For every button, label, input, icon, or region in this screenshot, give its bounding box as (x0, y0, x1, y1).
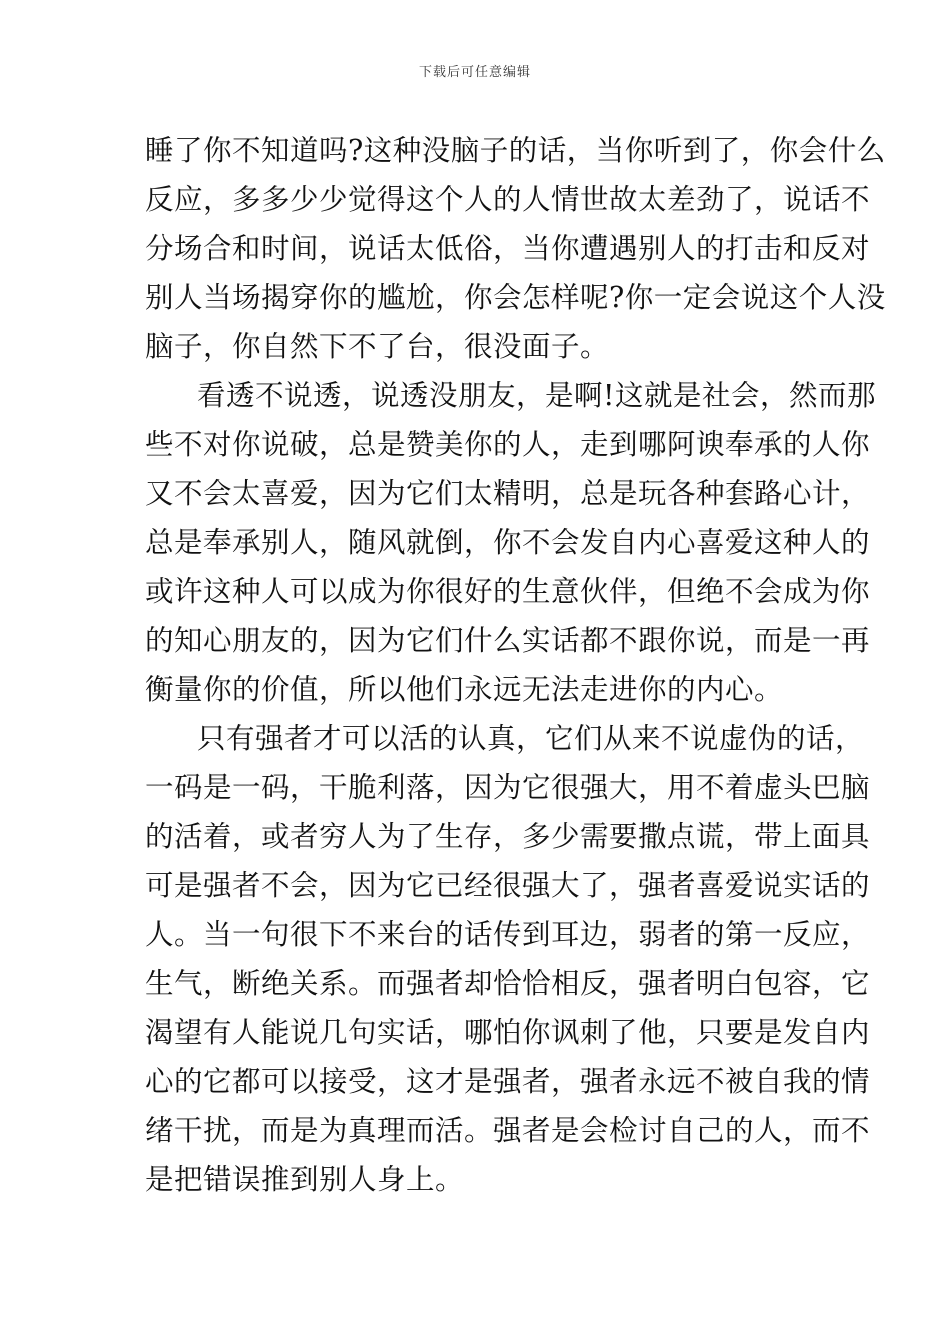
text-line: 绪干扰，而是为真理而活。强者是会检讨自己的人，而不 (145, 1114, 871, 1147)
text-line: 反应，多多少少觉得这个人的人情世故太差劲了，说话不 (145, 183, 871, 216)
text-line: 是把错误推到别人身上。 (145, 1163, 465, 1196)
text-line: 人。当一句很下不来台的话传到耳边，弱者的第一反应， (145, 918, 871, 951)
text-line: 或许这种人可以成为你很好的生意伙伴，但绝不会成为你 (145, 575, 871, 608)
text-line: 些不对你说破，总是赞美你的人，走到哪阿谀奉承的人你 (145, 428, 871, 461)
text-line: 睡了你不知道吗?这种没脑子的话，当你听到了，你会什么 (145, 134, 886, 167)
text-line: 的活着，或者穷人为了生存，多少需要撒点谎，带上面具 (145, 820, 871, 853)
text-line: 脑子，你自然下不了台，很没面子。 (145, 330, 610, 363)
text-line: 一码是一码，干脆利落，因为它很强大，用不着虚头巴脑 (145, 771, 871, 804)
text-line: 的知心朋友的，因为它们什么实话都不跟你说，而是一再 (145, 624, 871, 657)
text-line: 又不会太喜爱，因为它们太精明，总是玩各种套路心计， (145, 477, 871, 510)
text-line: 衡量你的价值，所以他们永远无法走进你的内心。 (145, 673, 784, 706)
text-line: 生气，断绝关系。而强者却恰恰相反，强者明白包容，它 (145, 967, 871, 1000)
text-line: 总是奉承别人，随风就倒，你不会发自内心喜爱这种人的 (145, 526, 871, 559)
page-header: 下载后可任意编辑 (418, 65, 531, 80)
text-line: 渴望有人能说几句实话，哪怕你讽刺了他，只要是发自内 (145, 1016, 871, 1049)
text-line: 别人当场揭穿你的尴尬，你会怎样呢?你一定会说这个人没 (145, 281, 886, 314)
text-line: 心的它都可以接受，这才是强者，强者永远不被自我的情 (145, 1065, 871, 1098)
text-line: 可是强者不会，因为它已经很强大了，强者喜爱说实话的 (145, 869, 871, 902)
text-line: 看透不说透，说透没朋友，是啊!这就是社会，然而那 (197, 379, 876, 412)
body-text (145, 126, 886, 1204)
text-line: 分场合和时间，说话太低俗，当你遭遇别人的打击和反对 (145, 232, 871, 265)
text-line: 只有强者才可以活的认真，它们从来不说虚伪的话， (197, 722, 865, 755)
